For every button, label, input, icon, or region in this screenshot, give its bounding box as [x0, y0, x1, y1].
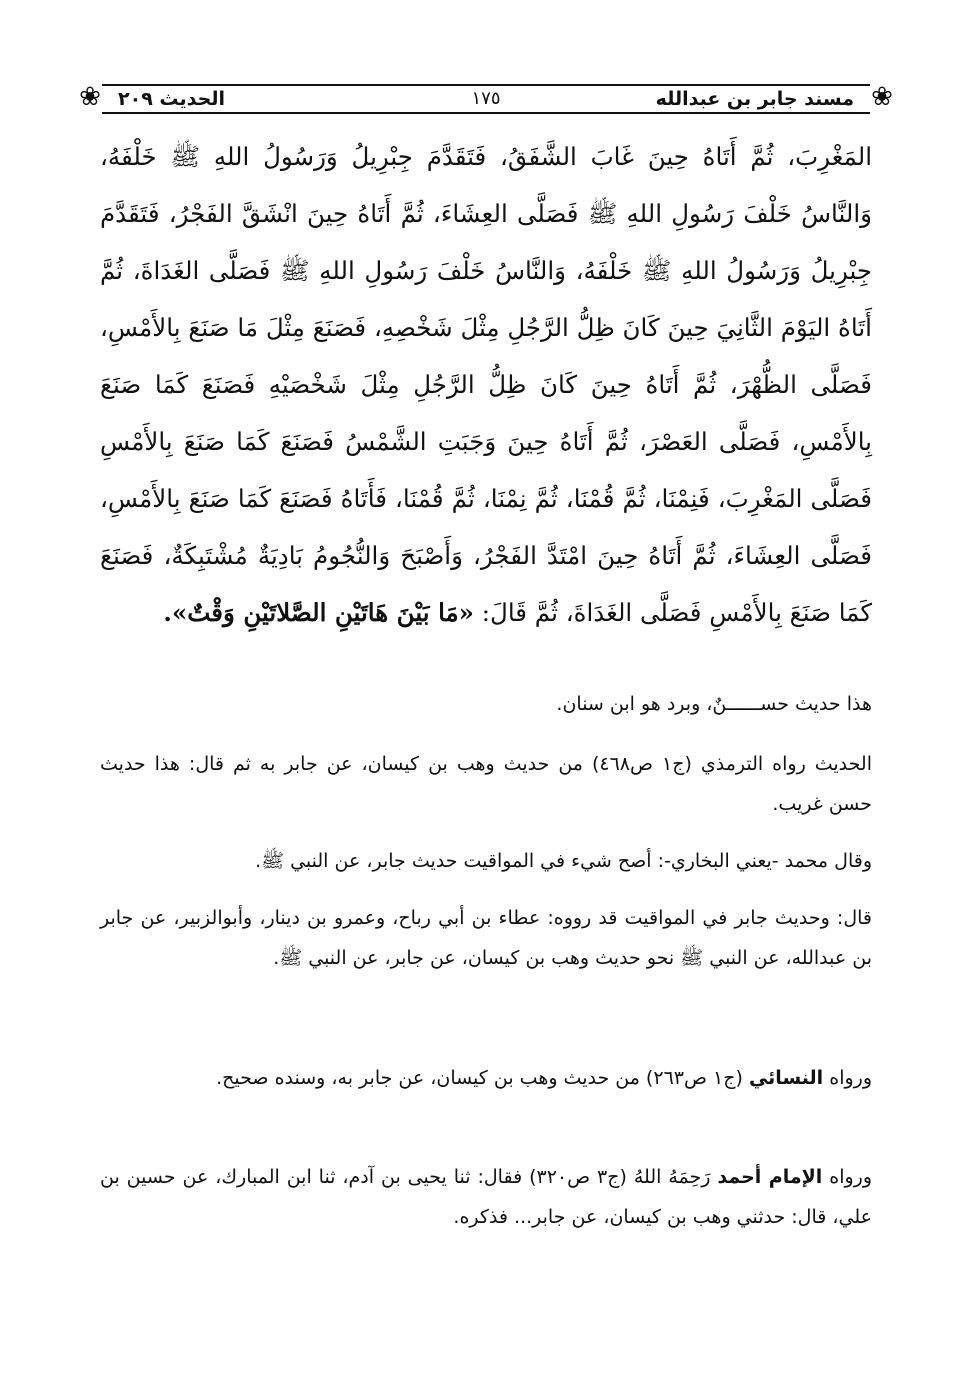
page-header	[78, 76, 894, 118]
ahmad-prefix: ورواه	[829, 1166, 872, 1188]
bukhari-paragraph: وقال محمد -يعني البخاري-: أصح شيء في المواقيت حديث جابر، عن النبي ﷺ.	[255, 850, 872, 872]
nasai-prefix: ورواه	[829, 1067, 872, 1089]
hadith-label: الحديث ٢٠٩	[118, 88, 225, 110]
header-bottom-rule	[102, 112, 870, 114]
ornament-icon: ❀	[871, 82, 893, 112]
nasai-paragraph	[100, 1058, 872, 1098]
tirmidhi-paragraph: الحديث رواه الترمذي (ج١ ص٤٦٨) من حديث وهب بن كيسان، عن جابر به ثم قال: هذا حديث حسن غريب.	[100, 753, 872, 815]
nasai-name: النسائي	[748, 1067, 824, 1089]
ahmad-paragraph	[100, 1157, 872, 1237]
hadith-closing-quote: «مَا بَيْنَ هَاتَيْنِ الصَّلاتَيْنِ وَقْتٌ».	[163, 598, 474, 627]
ornament-icon: ❀	[79, 82, 101, 112]
ahmad-name: الإمام أحمد	[717, 1166, 823, 1188]
narrators-paragraph: قال: وحديث جابر في المواقيت قد رووه: عطاء بن أبي رباح، وعمرو بن دينار، وأبوالزبير، عن جابر بن عبدالله، عن النبي ﷺ نحو حديث وهب بن كيسان، عن جابر، عن النبي ﷺ.	[100, 907, 872, 969]
ahmad-rest: رَحِمَهُ اللهُ (ج٣ ص٣٢٠) فقال: ثنا يحيى بن آدم، ثنا ابن المبارك، عن حسين بن علي، قال: حدثني وهب بن كيسان، عن جابر... فذكره.	[100, 1166, 872, 1228]
grading-paragraph: هذا حديث حســــــنٌ، وبرد هو ابن سنان.	[556, 693, 872, 715]
hadith-text-block	[100, 128, 872, 641]
page-number: ١٧٥	[471, 88, 501, 109]
hadith-text: المَغْرِبَ، ثُمَّ أَتَاهُ حِينَ غَابَ الشَّفَقُ، فَتَقَدَّمَ جِبْرِيلُ وَرَسُولُ اللهِ ﷺ خَلْفَهُ، وَالنَّاسُ خَلْفَ رَسُولِ اللهِ ﷺ فَصَلَّى العِشَاءَ، ثُمَّ أَتَاهُ حِينَ انْشَقَّ الفَجْرُ، فَتَقَدَّمَ جِبْرِيلُ وَرَسُولُ اللهِ ﷺ خَلْفَهُ، وَالنَّاسُ خَلْفَ رَسُولِ اللهِ ﷺ فَصَلَّى الغَدَاةَ، ثُمَّ أَتَاهُ اليَوْمَ الثَّانِيَ حِينَ كَانَ ظِلُّ الرَّجُلِ مِثْلَ شَخْصِهِ، فَصَنَعَ مِثْلَ مَا صَنَعَ بِالأَمْسِ، فَصَلَّى الظُّهْرَ، ثُمَّ أَتَاهُ حِينَ كَانَ ظِلُّ الرَّجُلِ مِثْلَ شَخْصَيْهِ فَصَنَعَ كَمَا صَنَعَ بِالأَمْسِ، فَصَلَّى العَصْرَ، ثُمَّ أَتَاهُ حِينَ وَجَبَتِ الشَّمْسُ فَصَنَعَ كَمَا صَنَعَ بِالأَمْسِ فَصَلَّى المَغْرِبَ، فَنِمْنَا، ثُمَّ قُمْنَا، ثُمَّ نِمْنَا، ثُمَّ قُمْنَا، فَأَتَاهُ فَصَنَعَ كَمَا صَنَعَ بِالأَمْسِ، فَصَلَّى العِشَاءَ، ثُمَّ أَتَاهُ حِينَ امْتَدَّ الفَجْرُ، وَأَصْبَحَ وَالنُّجُومُ بَادِيَةٌ مُشْتَبِكَةٌ، فَصَنَعَ كَمَا صَنَعَ بِالأَمْسِ فَصَلَّى الغَدَاةَ، ثُمَّ قَالَ:	[100, 142, 872, 627]
book-title: مسند جابر بن عبدالله	[655, 88, 854, 110]
nasai-rest: (ج١ ص٢٦٣) من حديث وهب بن كيسان، عن جابر به، وسنده صحيح.	[216, 1067, 743, 1089]
